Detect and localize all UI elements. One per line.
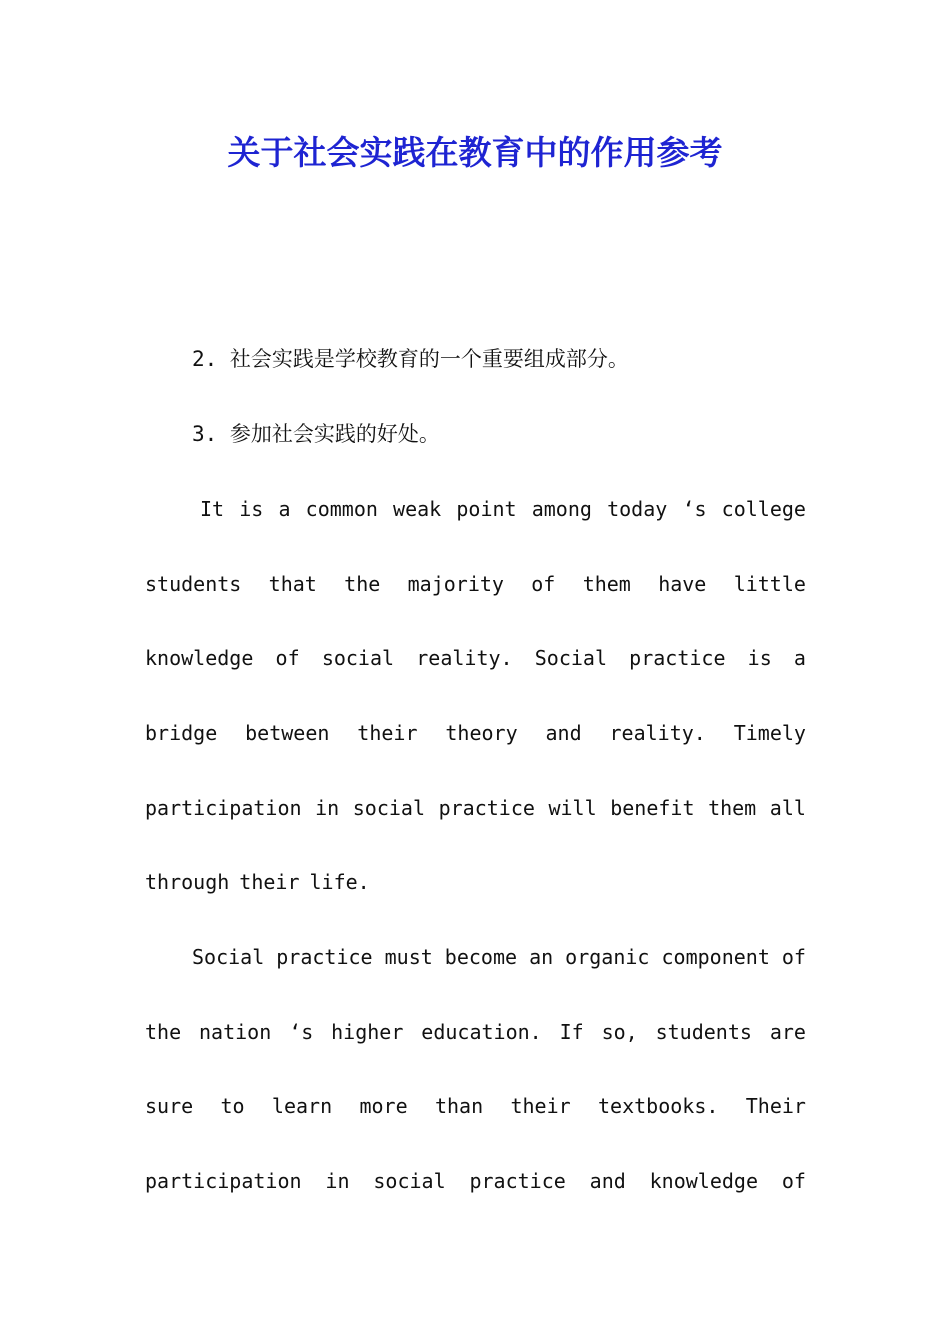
word: so,	[601, 1020, 638, 1044]
word: more	[359, 1094, 408, 1118]
word: of	[781, 945, 806, 969]
word: sure	[145, 1094, 194, 1118]
word: that	[268, 572, 317, 596]
word: common	[305, 497, 378, 521]
word: ‘s	[289, 1020, 314, 1044]
word: practice	[469, 1169, 566, 1193]
word: practice	[438, 796, 535, 820]
text-line	[145, 1017, 806, 1047]
word: knowledge	[649, 1169, 759, 1193]
word: are	[769, 1020, 806, 1044]
text-line	[145, 718, 806, 748]
word: majority	[407, 572, 504, 596]
word: reality.	[609, 721, 706, 745]
word: education.	[421, 1020, 542, 1044]
word: Social	[534, 646, 607, 670]
word: a	[278, 497, 291, 521]
word: of	[275, 646, 300, 670]
word: is	[239, 497, 264, 521]
word: and	[545, 721, 582, 745]
word: weak	[393, 497, 442, 521]
word: Timely	[733, 721, 806, 745]
word: students	[145, 572, 242, 596]
text-line	[192, 942, 806, 972]
word: all	[769, 796, 806, 820]
text-line	[145, 867, 806, 897]
word: point	[456, 497, 517, 521]
word: social	[373, 1169, 446, 1193]
text-line	[145, 793, 806, 823]
word: participation	[145, 1169, 302, 1193]
word: ‘s	[682, 497, 707, 521]
word: knowledge	[145, 646, 254, 670]
word: is	[747, 646, 772, 670]
word: the	[145, 1020, 182, 1044]
word: their	[239, 870, 300, 894]
word: between	[245, 721, 330, 745]
word: practice	[276, 945, 373, 969]
word: Their	[745, 1094, 806, 1118]
word: learn	[271, 1094, 333, 1118]
word: component	[661, 945, 770, 969]
word: practice	[629, 646, 726, 670]
word: through	[145, 870, 230, 894]
word: bridge	[145, 721, 218, 745]
word: of	[531, 572, 556, 596]
word: participation	[145, 796, 302, 820]
word: the	[344, 572, 381, 596]
word: social	[321, 646, 395, 670]
word: If	[559, 1020, 584, 1044]
word: in	[315, 796, 340, 820]
list-item: 2. 社会实践是学校教育的一个重要组成部分。	[192, 347, 629, 371]
text-line	[145, 569, 806, 599]
word: benefit	[610, 796, 695, 820]
word: become	[444, 945, 518, 969]
word: and	[589, 1169, 626, 1193]
word: It	[200, 497, 225, 521]
word: of	[781, 1169, 806, 1193]
word: their	[357, 721, 418, 745]
word: theory	[445, 721, 518, 745]
word: among	[531, 497, 592, 521]
text-line	[145, 1091, 806, 1121]
word: today	[607, 497, 668, 521]
text-line	[145, 1166, 806, 1196]
word: must	[384, 945, 433, 969]
word: have	[658, 572, 707, 596]
word: social	[352, 796, 426, 820]
word: reality.	[416, 646, 513, 670]
word: a	[793, 646, 806, 670]
word: organic	[565, 945, 650, 969]
word: will	[548, 796, 597, 820]
document-title: 关于社会实践在教育中的作用参考	[227, 133, 723, 172]
list-item: 3. 参加社会实践的好处。	[192, 422, 440, 446]
word: than	[434, 1094, 484, 1118]
word: them	[582, 572, 631, 596]
text-line	[145, 643, 806, 673]
word: life.	[309, 870, 370, 894]
word: little	[733, 572, 806, 596]
word: their	[510, 1094, 571, 1118]
word: in	[325, 1169, 350, 1193]
word: nation	[199, 1020, 272, 1044]
word: college	[721, 497, 806, 521]
word: Social	[192, 945, 265, 969]
word: an	[529, 945, 554, 969]
word: higher	[331, 1020, 404, 1044]
word: textbooks.	[598, 1094, 719, 1118]
word: students	[655, 1020, 752, 1044]
text-line	[200, 494, 806, 524]
word: them	[708, 796, 757, 820]
word: to	[220, 1094, 245, 1118]
